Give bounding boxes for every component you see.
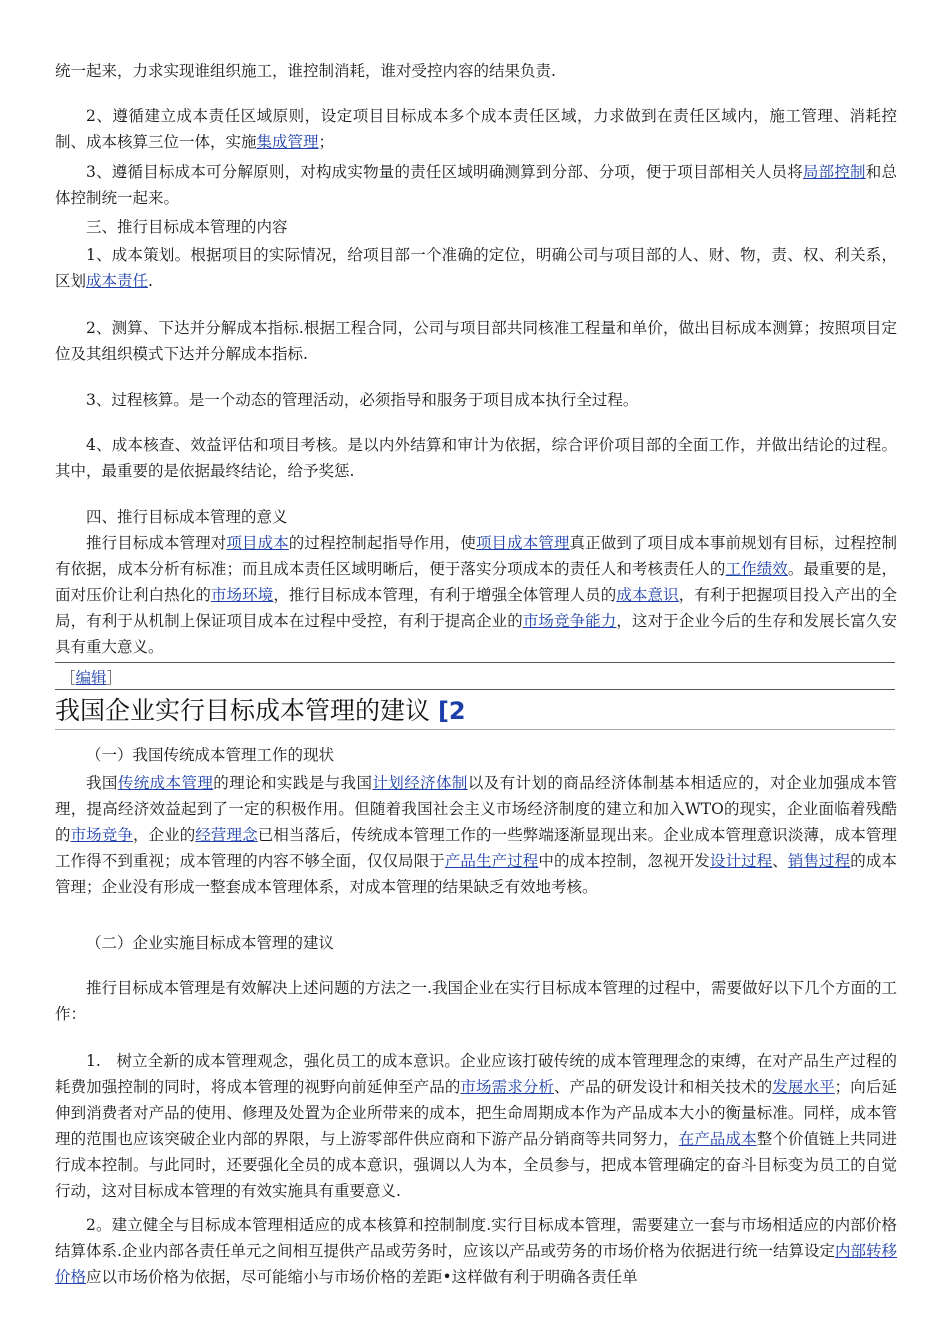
section-divider-top <box>55 662 895 663</box>
inline-link[interactable]: 产品生产过程 <box>444 852 539 870</box>
inline-link[interactable]: 市场竞争 <box>70 826 133 844</box>
inline-link[interactable]: 计划经济体制 <box>372 774 468 792</box>
paragraph-text: 。最重要的是，面对压价让利白热化的 <box>55 560 897 604</box>
paragraph-text: 1、成本策划。根据项目的实际情况，给项目部一个准确的定位，明确公司与项目部的人、财、物，责、权、利关系，区划 <box>55 246 897 290</box>
section-heading-text: 我国企业实行目标成本管理的建议 <box>55 696 438 725</box>
edit-bracket-left: ［ <box>60 669 76 687</box>
inline-link[interactable]: 局部控制 <box>802 163 866 181</box>
inline-link[interactable]: 在产品成本 <box>678 1130 757 1148</box>
paragraph-text: 以及有计划的商品经济体制基本相适应的，对企业加强成本管理，提高经济效益起到了一定的积极作用。但随着我国社会主义市场经济制度的建立和加入WTO的现实，企业面临着残酷的 <box>55 774 897 844</box>
inline-link[interactable]: 成本责任 <box>86 272 149 290</box>
edit-bracket-right: ］ <box>106 669 123 687</box>
paragraph-text: 2、测算、下达并分解成本指标.根据工程合同，公司与项目部共同核准工程量和单价，做出目标成本测算；按照项目定位及其组织模式下达并分解成本指标. <box>55 319 897 363</box>
paragraph <box>55 1048 897 1204</box>
paragraph <box>55 214 897 240</box>
paragraph <box>55 387 897 413</box>
paragraph <box>55 315 897 367</box>
edit-section-control <box>60 666 122 690</box>
paragraph-text: 2、遵循建立成本责任区域原则，设定项目目标成本多个成本责任区域，力求做到在责任区域内，施工管理、消耗控制、成本核算三位一体，实施 <box>55 107 897 151</box>
inline-link[interactable]: 经营理念 <box>195 826 258 844</box>
section-divider-middle <box>55 689 895 690</box>
paragraph <box>55 432 897 484</box>
paragraph-text: ，有利于把握项目投入产出的全局，有利于从机制上保证项目成本在过程中受控，有利于提高企业的 <box>55 586 897 630</box>
inline-link[interactable]: 设计过程 <box>709 852 773 870</box>
paragraph-text: 和总体控制统一起来。 <box>55 163 897 207</box>
inline-link[interactable]: 集成管理 <box>256 133 319 151</box>
paragraph-text: ，企业的 <box>132 826 196 844</box>
section-heading <box>55 694 466 728</box>
inline-link[interactable]: 销售过程 <box>787 852 851 870</box>
paragraph-text: 统一起来，力求实现谁组织施工，谁控制消耗，谁对受控内容的结果负责. <box>55 62 556 80</box>
edit-link[interactable]: 编辑 <box>75 669 107 687</box>
paragraph-text: 应以市场价格为依据，尽可能缩小与市场价格的差距•这样做有利于明确各责任单 <box>86 1268 638 1286</box>
paragraph-text: 2。建立健全与目标成本管理相适应的成本核算和控制制度.实行目标成本管理，需要建立一套与市场相适应的内部价格结算体系.企业内部各责任单元之间相互提供产品或劳务时，应该以产品或劳务的市场价格为依据进行统一结算设定 <box>55 1216 897 1260</box>
paragraph-text: 真正做到了项目成本事前规划有目标，过程控制有依据，成本分析有标准；而且成本责任区域明晰后，便于落实分项成本的责任人和考核责任人的 <box>55 534 897 578</box>
paragraph <box>55 742 897 768</box>
paragraph-text: ； <box>318 133 335 151</box>
section-heading-underline <box>55 729 895 730</box>
inline-link[interactable]: 内部转移价格 <box>55 1242 897 1286</box>
paragraph-text: 四、推行目标成本管理的意义 <box>86 508 288 526</box>
paragraph <box>55 103 897 155</box>
inline-link[interactable]: 项目成本管理 <box>475 534 570 552</box>
paragraph-text: 整个价值链上共同进行成本控制。与此同时，还要强化全员的成本意识，强调以人为本，全员参与，把成本管理确定的奋斗目标变为员工的自觉行动，这对目标成本管理的有效实施具有重要意义. <box>55 1130 897 1200</box>
paragraph-text: ，这对于企业今后的生存和发展长富久安具有重大意义。 <box>55 612 897 656</box>
paragraph-text: 3、遵循目标成本可分解原则，对构成实物量的责任区域明确测算到分部、分项，便于项目部相关人员将 <box>86 163 803 181</box>
paragraph <box>55 1212 897 1290</box>
paragraph-text: 、产品的研发设计和相关技术的 <box>553 1078 773 1096</box>
paragraph-text: 4、成本核查、效益评估和项目考核。是以内外结算和审计为依据，综合评价项目部的全面工作，并做出结论的过程。其中，最重要的是依据最终结论，给予奖惩. <box>55 436 897 480</box>
paragraph-text: 推行目标成本管理是有效解决上述问题的方法之一.我国企业在实行目标成本管理的过程中，需要做好以下几个方面的工作： <box>55 979 897 1023</box>
inline-link[interactable]: 成本意识 <box>616 586 679 604</box>
paragraph <box>55 530 897 660</box>
inline-link[interactable]: 市场需求分析 <box>460 1078 554 1096</box>
reference-marker[interactable]: [2 <box>437 697 466 725</box>
inline-link[interactable]: 市场环境 <box>210 586 274 604</box>
paragraph-text: 推行目标成本管理对 <box>86 534 227 552</box>
paragraph-text: 的成本管理；企业没有形成一整套成本管理体系，对成本管理的结果缺乏有效地考核。 <box>55 852 897 896</box>
inline-link[interactable]: 工作绩效 <box>725 560 788 578</box>
paragraph-text: （一）我国传统成本管理工作的现状 <box>86 746 335 764</box>
paragraph-text: 已相当落后，传统成本管理工作的一些弊端逐渐显现出来。企业成本管理意识淡薄，成本管理工作得不到重视；成本管理的内容不够全面，仅仅局限于 <box>55 826 897 870</box>
inline-link[interactable]: 发展水平 <box>772 1078 835 1096</box>
paragraph-text: 我国 <box>86 774 118 792</box>
paragraph-text: ；向后延伸到消费者对产品的使用、修理及处置为企业所带来的成本，把生命周期成本作为产品成本大小的衡量标准。同样，成本管理的范围也应该突破企业内部的界限，与上游零部件供应商和下游产品分销商等共同努力， <box>55 1078 897 1148</box>
paragraph-text: ，推行目标成本管理，有利于增强全体管理人员的 <box>273 586 617 604</box>
paragraph-text: 三、推行目标成本管理的内容 <box>86 218 288 236</box>
paragraph-text: 3、过程核算。是一个动态的管理活动，必须指导和服务于项目成本执行全过程。 <box>86 391 639 409</box>
paragraph <box>55 504 897 530</box>
paragraph-text: . <box>148 272 153 290</box>
paragraph-text: 、 <box>772 852 788 870</box>
paragraph <box>55 242 897 294</box>
paragraph-text: 的理论和实践是与我国 <box>213 774 373 792</box>
paragraph <box>55 58 897 84</box>
paragraph <box>55 975 897 1027</box>
inline-link[interactable]: 市场竞争能力 <box>522 612 617 630</box>
paragraph <box>55 159 897 211</box>
paragraph-text: （二）企业实施目标成本管理的建议 <box>86 934 335 952</box>
paragraph <box>55 930 897 956</box>
paragraph-text: 1. 树立全新的成本管理观念，强化员工的成本意识。企业应该打破传统的成本管理理念的束缚，在对产品生产过程的耗费加强控制的同时，将成本管理的视野向前延伸至产品的 <box>55 1052 897 1096</box>
paragraph-text: 的过程控制起指导作用，使 <box>288 534 476 552</box>
paragraph-text: 中的成本控制，忽视开发 <box>538 852 710 870</box>
inline-link[interactable]: 项目成本 <box>226 534 289 552</box>
inline-link[interactable]: 传统成本管理 <box>117 774 214 792</box>
paragraph <box>55 770 897 900</box>
